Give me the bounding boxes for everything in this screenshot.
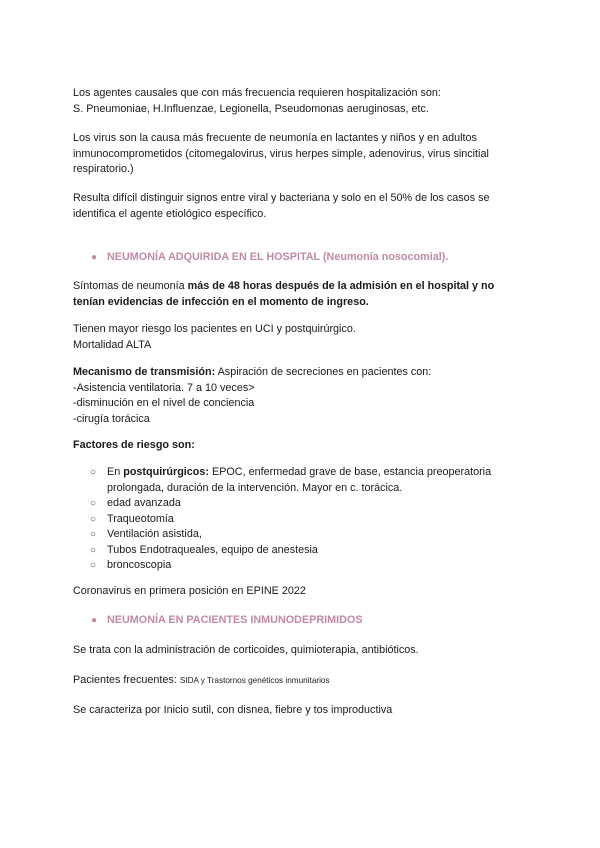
circle-bullet-icon: ○ xyxy=(90,529,97,540)
paragraph-transmission: Mecanismo de transmisión: Aspiración de secreciones en pacientes con: -Asistencia ventilatoria. 7 a 10 veces> -disminución en el nivel de conciencia -cirugía torácica xyxy=(73,366,432,425)
section-heading-nosocomial xyxy=(73,250,543,266)
bullet-icon: ● xyxy=(91,252,98,263)
paragraph-symptoms: Síntomas de neumonía más de 48 horas después de la admisión en el hospital y no tenían evidencias de infección en el momento de ingreso. xyxy=(73,280,495,308)
list-item: ○ edad avanzada xyxy=(90,496,520,512)
circle-bullet-icon: ○ xyxy=(90,560,97,571)
list-item: ○ Tubos Endotraqueales, equipo de anestesia xyxy=(90,543,520,559)
paragraph-coronavirus: Coronavirus en primera posición en EPINE 2022 xyxy=(73,585,306,597)
paragraph-viruses: Los virus son la causa más frecuente de neumonía en lactantes y niños y en adultos inmunocomprometidos (citomegalovirus, virus herpes simple, adenovirus, virus sincitial respiratorio.) xyxy=(73,132,489,175)
list-item: ○ broncoscopia xyxy=(90,558,520,574)
circle-bullet-icon: ○ xyxy=(90,513,97,525)
list-item: ○ Ventilación asistida, xyxy=(90,527,520,543)
circle-bullet-icon: ○ xyxy=(90,544,97,556)
risk-factors-list xyxy=(90,465,520,574)
circle-bullet-icon: ○ xyxy=(90,498,97,509)
list-item: ○ Traqueotomía xyxy=(90,512,520,528)
paragraph-characteristics: Se caracteriza por Inicio sutil, con disnea, fiebre y tos improductiva xyxy=(73,704,393,716)
paragraph-causal-agents: Los agentes causales que con más frecuencia requieren hospitalización son: S. Pneumoniae, H.Influenzae, Legionella, Pseudomonas aeruginosas, etc. xyxy=(73,87,441,115)
list-item: ○ En postquirúrgicos: EPOC, enfermedad grave de base, estancia preoperatoria prolongada, duración de la intervención. Mayor en c. torácica. xyxy=(90,466,492,494)
paragraph-risk-patients: Tienen mayor riesgo los pacientes en UCI y postquirúrgico. Mortalidad ALTA xyxy=(73,323,356,351)
paragraph-treatment: Se trata con la administración de corticoides, quimioterapia, antibióticos. xyxy=(73,644,419,656)
risk-factors-title: Factores de riesgo son: xyxy=(73,439,195,451)
paragraph-frequent-patients: Pacientes frecuentes: SIDA y Trastornos genéticos inmunitarios xyxy=(73,674,330,686)
section-heading-immunodepressed xyxy=(73,613,543,629)
section-title: NEUMONÍA ADQUIRIDA EN EL HOSPITAL (Neumonía nosocomial). xyxy=(107,251,449,263)
circle-bullet-icon: ○ xyxy=(90,467,97,478)
bullet-icon: ● xyxy=(91,615,98,626)
section-title: NEUMONÍA EN PACIENTES INMUNODEPRIMIDOS xyxy=(107,614,363,626)
paragraph-diagnosis: Resulta difícil distinguir signos entre viral y bacteriana y solo en el 50% de los casos se identifica el agente etiológico específico. xyxy=(73,192,490,220)
